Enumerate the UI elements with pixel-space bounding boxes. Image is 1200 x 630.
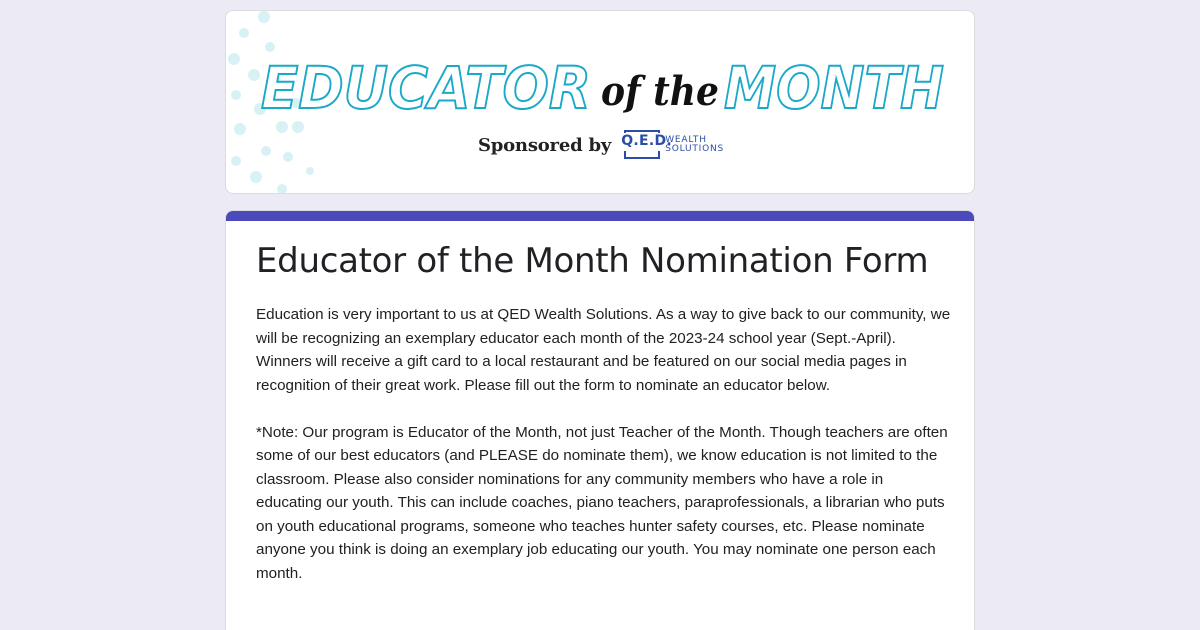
form-info-card [225, 210, 975, 630]
qed-logo-mark [621, 130, 673, 160]
banner-title [226, 45, 975, 125]
qed-logo-line-1: WEALTH [665, 135, 707, 145]
qed-logo [621, 130, 724, 160]
banner-title-month: MONTH [724, 54, 944, 122]
banner-title-of-the: of the [601, 68, 719, 115]
form-title: Educator of the Month Nomination Form [256, 241, 929, 281]
form-description-paragraph-2: *Note: Our program is Educator of the Month, not just Teacher of the Month. Though teachers are often some of our best educators (and PLEASE do nominate them), we know education is not limited to the classroom. Please also consider nominations for any community members who have a role in educating our youth. This can include coaches, piano teachers, paraprofessionals, a librarian who puts on youth educational programs, someone who teaches hunter safety courses, etc. Please nominate anyone you think is doing an exemplary job educating our youth. You may nominate one person each month. [256, 423, 948, 582]
form-description-paragraph-1: Education is very important to us at QED Wealth Solutions. As a way to give back to our community, we will be recognizing an exemplary educator each month of the 2023-24 school year (Sept.-April). Winners will receive a gift card to a local restaurant and be featured on our social media pages in recognition of their great work. Please fill out the form to nominate an educator below. [256, 306, 951, 394]
header-banner [225, 10, 975, 194]
qed-logo-subtitle [665, 136, 724, 154]
banner-title-educator: EDUCATOR [261, 54, 591, 122]
sponsor-text: Sponsored by [477, 134, 612, 156]
form-accent-bar [226, 211, 975, 221]
qed-logo-text: Q.E.D. [621, 133, 673, 149]
sponsor-row [226, 125, 975, 165]
form-description [256, 303, 951, 609]
qed-logo-line-2: SOLUTIONS [665, 144, 725, 154]
